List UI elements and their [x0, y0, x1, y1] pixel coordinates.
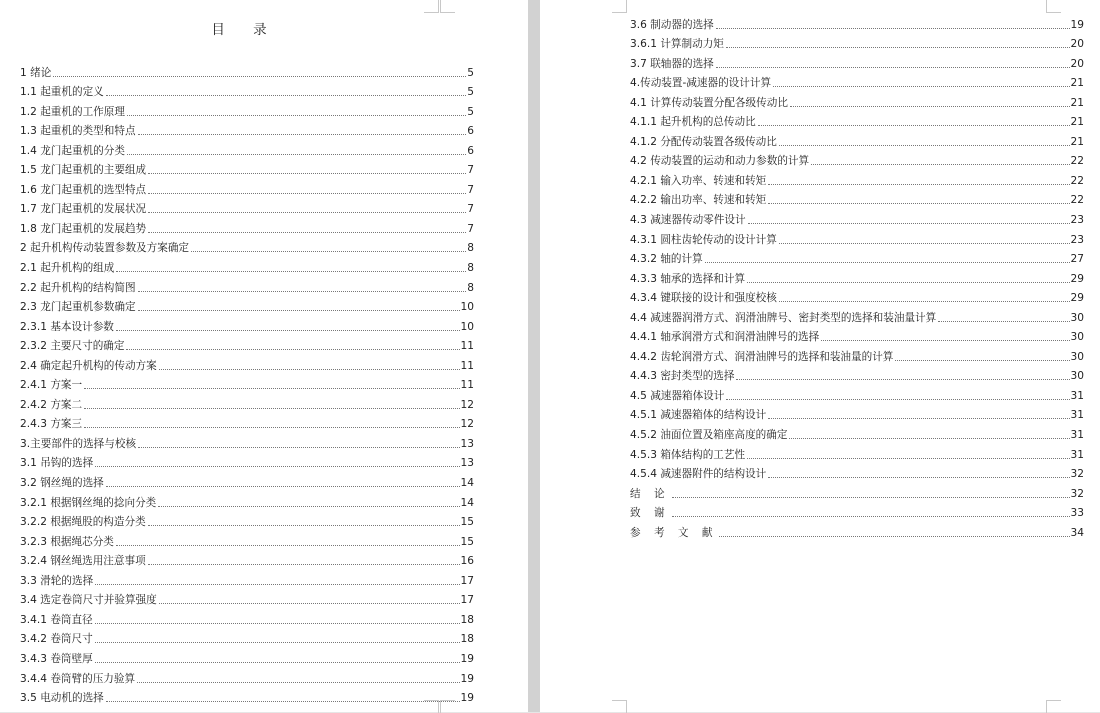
toc-page-number: 22 [1070, 194, 1084, 207]
toc-page-number: 12 [460, 398, 474, 411]
toc-dot-leader [768, 476, 1069, 478]
toc-dot-leader [726, 398, 1069, 400]
toc-entry[interactable] [630, 167, 1084, 187]
toc-entry-title: 1.8 龙门起重机的发展趋势 [20, 222, 147, 235]
toc-dot-leader [106, 485, 460, 487]
toc-entry[interactable] [630, 206, 1084, 226]
toc-dot-leader [148, 172, 466, 174]
toc-entry[interactable] [20, 567, 474, 587]
toc-dot-leader [127, 153, 466, 155]
toc-dot-leader [191, 250, 466, 252]
toc-entry[interactable] [20, 528, 474, 548]
toc-page-number: 31 [1070, 409, 1084, 422]
toc-page-number: 19 [1070, 18, 1084, 31]
toc-dot-leader [779, 144, 1070, 146]
toc-entry[interactable] [630, 31, 1084, 51]
toc-page-number: 8 [467, 281, 474, 294]
toc-entry[interactable] [630, 421, 1084, 441]
toc-entry-title: 4.4.2 齿轮润滑方式、润滑油牌号的选择和装油量的计算 [630, 350, 894, 363]
toc-entry-title: 3.6.1 计算制动力矩 [630, 38, 724, 51]
toc-dot-leader [821, 339, 1069, 341]
toc-dot-leader [138, 309, 460, 311]
toc-entry[interactable] [20, 157, 474, 177]
toc-entry[interactable] [630, 500, 1084, 520]
toc-entry-title: 3.4.3 卷筒壁厚 [20, 652, 93, 665]
toc-page-number: 7 [467, 164, 474, 177]
toc-dot-leader [148, 211, 466, 213]
toc-entry-title: 1.5 龙门起重机的主要组成 [20, 164, 147, 177]
toc-entry-title: 4.2.1 输入功率、转速和转矩 [630, 174, 767, 187]
toc-entry-title: 4.3.2 轴的计算 [630, 253, 703, 266]
toc-entry-title: 4.5.1 减速器箱体的结构设计 [630, 409, 767, 422]
toc-page-number: 20 [1070, 38, 1084, 51]
toc-page-number: 17 [460, 594, 474, 607]
toc-dot-leader [716, 27, 1070, 29]
toc-entry[interactable] [630, 285, 1084, 305]
toc-entry[interactable] [630, 148, 1084, 168]
toc-page-number: 19 [460, 672, 474, 685]
toc-entry-title: 3.6 制动器的选择 [630, 18, 714, 31]
toc-dot-leader [736, 378, 1069, 380]
toc-page-number: 22 [1070, 174, 1084, 187]
toc-entry[interactable] [20, 59, 474, 79]
toc-entry[interactable] [20, 333, 474, 353]
toc-entry-title: 2.3 龙门起重机参数确定 [20, 301, 136, 314]
toc-dot-leader [726, 46, 1070, 48]
toc-page-number: 14 [460, 477, 474, 490]
toc-entry[interactable] [630, 519, 1084, 539]
toc-entry-title: 4.3.4 键联接的设计和强度校核 [630, 292, 777, 305]
toc-page-number: 20 [1070, 57, 1084, 70]
toc-entry-title: 2.4 确定起升机构的传动方案 [20, 359, 157, 372]
toc-dot-leader [127, 114, 466, 116]
toc-dot-leader [779, 300, 1070, 302]
toc-dot-leader [138, 446, 459, 448]
toc-entry[interactable] [630, 265, 1084, 285]
toc-page-number: 31 [1070, 389, 1084, 402]
toc-dot-leader [106, 700, 460, 702]
toc-page-number: 29 [1070, 272, 1084, 285]
toc-entry-title: 4.传动装置-减速器的设计计算 [630, 77, 772, 90]
toc-dot-leader [84, 407, 459, 409]
toc-page-number: 22 [1070, 155, 1084, 168]
toc-entry-title: 1.7 龙门起重机的发展状况 [20, 203, 147, 216]
toc-entry-title: 2.4.2 方案二 [20, 398, 83, 411]
toc-page-number: 7 [467, 203, 474, 216]
toc-dot-leader [895, 359, 1069, 361]
toc-dot-leader [747, 281, 1069, 283]
toc-page-number: 19 [460, 692, 474, 705]
toc-entry[interactable] [20, 665, 474, 685]
toc-entry[interactable] [20, 313, 474, 333]
toc-entry-title: 3.4.1 卷筒直径 [20, 613, 93, 626]
toc-page-number: 32 [1070, 487, 1084, 500]
toc-entry-title: 2.3.2 主要尺寸的确定 [20, 340, 125, 353]
toc-page-number: 19 [460, 652, 474, 665]
toc-entry[interactable] [630, 402, 1084, 422]
toc-entry-title: 1.1 起重机的定义 [20, 86, 104, 99]
toc-entry[interactable] [630, 480, 1084, 500]
toc-dot-leader [159, 368, 460, 370]
toc-page-number: 5 [467, 86, 474, 99]
toc-entry-title: 4.3.1 圆柱齿轮传动的设计计算 [630, 233, 777, 246]
toc-page-number: 30 [1070, 370, 1084, 383]
toc-dot-leader [148, 192, 466, 194]
toc-entry-title: 2.4.1 方案一 [20, 379, 83, 392]
toc-page-number: 30 [1070, 350, 1084, 363]
toc-entry-title: 1.6 龙门起重机的选型特点 [20, 183, 147, 196]
crop-mark [424, 0, 439, 13]
toc-entry[interactable] [630, 226, 1084, 246]
crop-mark [440, 0, 455, 13]
toc-page-number: 15 [460, 516, 474, 529]
toc-dot-leader [159, 602, 460, 604]
toc-entry-title: 3.4.4 卷筒臂的压力验算 [20, 672, 136, 685]
toc-entry[interactable] [630, 128, 1084, 148]
toc-page-number: 5 [467, 66, 474, 79]
toc-page-number: 17 [460, 574, 474, 587]
toc-dot-leader [811, 163, 1069, 165]
toc-dot-leader [95, 622, 460, 624]
toc-entry-title: 3.2.4 钢丝绳选用注意事项 [20, 555, 146, 568]
toc-entry-title: 2.4.3 方案三 [20, 418, 83, 431]
toc-entry[interactable] [20, 391, 474, 411]
toc-entry-title: 4.4.1 轴承润滑方式和润滑油牌号的选择 [630, 331, 820, 344]
toc-dot-leader [84, 387, 459, 389]
toc-dot-leader [789, 437, 1069, 439]
toc-entry-title: 4.2 传动装置的运动和动力参数的计算 [630, 155, 810, 168]
toc-entry-title: 2 起升机构传动装置参数及方案确定 [20, 242, 190, 255]
toc-entry[interactable] [630, 70, 1084, 90]
toc-entry[interactable] [20, 372, 474, 392]
page-gutter [528, 0, 540, 712]
toc-dot-leader [719, 535, 1069, 537]
toc-page-number: 21 [1070, 135, 1084, 148]
toc-dot-leader [158, 505, 459, 507]
toc-entry-title: 4.5 减速器箱体设计 [630, 389, 725, 402]
toc-entry[interactable] [630, 343, 1084, 363]
toc-entry[interactable] [20, 411, 474, 431]
toc-entry[interactable] [630, 324, 1084, 344]
toc-entry[interactable] [20, 137, 474, 157]
toc-entry[interactable] [630, 304, 1084, 324]
toc-dot-leader [758, 124, 1070, 126]
toc-entry-title: 4.4.3 密封类型的选择 [630, 370, 735, 383]
toc-entry-title: 结 论 [630, 487, 670, 500]
toc-dot-leader [95, 661, 460, 663]
toc-entry[interactable] [20, 176, 474, 196]
toc-dot-leader [790, 105, 1070, 107]
toc-dot-leader [84, 426, 459, 428]
toc-page-number: 11 [460, 359, 474, 372]
toc-page-number: 27 [1070, 253, 1084, 266]
toc-entry-title: 3.1 吊钩的选择 [20, 457, 94, 470]
toc-entry[interactable] [630, 363, 1084, 383]
toc-entry[interactable] [630, 382, 1084, 402]
toc-entry[interactable] [20, 254, 474, 274]
toc-dot-leader [938, 320, 1069, 322]
toc-entry[interactable] [20, 469, 474, 489]
toc-page-number: 10 [460, 301, 474, 314]
toc-page-number: 8 [467, 242, 474, 255]
toc-entry-title: 4.2.2 输出功率、转速和转矩 [630, 194, 767, 207]
crop-mark [1046, 700, 1061, 713]
toc-dot-leader [138, 133, 467, 135]
toc-entry[interactable] [20, 509, 474, 529]
toc-entry-title: 3.2.3 根据绳芯分类 [20, 535, 114, 548]
toc-entry[interactable] [630, 50, 1084, 70]
toc-page-number: 14 [460, 496, 474, 509]
toc-page-number: 30 [1070, 331, 1084, 344]
toc-entry-title: 4.5.4 减速器附件的结构设计 [630, 468, 767, 481]
toc-dot-leader [95, 641, 460, 643]
toc-page-number: 11 [460, 379, 474, 392]
toc-entry[interactable] [20, 196, 474, 216]
toc-entry[interactable] [630, 109, 1084, 129]
toc-dot-leader [95, 465, 459, 467]
toc-dot-leader [748, 222, 1070, 224]
crop-mark [612, 0, 627, 13]
toc-page-number: 31 [1070, 448, 1084, 461]
toc-entry[interactable] [630, 89, 1084, 109]
toc-dot-leader [116, 329, 460, 331]
toc-dot-leader [705, 261, 1070, 263]
toc-dot-leader [106, 94, 466, 96]
toc-entry-title: 4.1.2 分配传动装置各级传动比 [630, 135, 777, 148]
toc-dot-leader [95, 583, 459, 585]
toc-entry-title: 1.4 龙门起重机的分类 [20, 144, 125, 157]
toc-page-number: 33 [1070, 507, 1084, 520]
toc-entry-title: 1.3 起重机的类型和特点 [20, 125, 136, 138]
toc-entry-title: 3.2 钢丝绳的选择 [20, 477, 104, 490]
toc-title: 目 录 [211, 22, 279, 38]
toc-page-number: 8 [467, 262, 474, 275]
toc-entry[interactable] [20, 548, 474, 568]
toc-dot-leader [773, 85, 1069, 87]
toc-entry-title: 2.2 起升机构的结构简图 [20, 281, 136, 294]
toc-entry[interactable] [20, 626, 474, 646]
toc-entry-title: 3.4.2 卷筒尺寸 [20, 633, 93, 646]
toc-dot-leader [148, 563, 460, 565]
toc-page-number: 23 [1070, 214, 1084, 227]
toc-entry[interactable] [20, 118, 474, 138]
toc-entry-title: 1.2 起重机的工作原理 [20, 105, 125, 118]
toc-page-number: 6 [467, 125, 474, 138]
toc-entry-title: 3.4 选定卷筒尺寸并验算强度 [20, 594, 157, 607]
toc-page-number: 12 [460, 418, 474, 431]
toc-page-number: 7 [467, 222, 474, 235]
toc-entry-title: 4.4 减速器润滑方式、润滑油牌号、密封类型的选择和装油量计算 [630, 311, 937, 324]
toc-dot-leader [768, 417, 1069, 419]
toc-page-number: 21 [1070, 77, 1084, 90]
toc-page-number: 18 [460, 633, 474, 646]
crop-mark [612, 700, 627, 713]
toc-dot-leader [768, 183, 1069, 185]
toc-page-number: 34 [1070, 526, 1084, 539]
toc-dot-leader [137, 681, 459, 683]
toc-dot-leader [116, 270, 466, 272]
document-page-right [540, 0, 1100, 712]
toc-entry-title: 3.3 滑轮的选择 [20, 574, 94, 587]
toc-entry[interactable] [20, 98, 474, 118]
toc-entry-title: 4.5.2 油面位置及箱座高度的确定 [630, 429, 788, 442]
toc-page-number: 21 [1070, 96, 1084, 109]
toc-dot-leader [116, 544, 460, 546]
toc-dot-leader [126, 348, 459, 350]
toc-page-number: 18 [460, 613, 474, 626]
toc-page-number: 13 [460, 437, 474, 450]
toc-dot-leader [672, 496, 1070, 498]
toc-entry-title: 3.主要部件的选择与校核 [20, 437, 137, 450]
toc-entry-title: 3.2.1 根据钢丝绳的捻向分类 [20, 496, 157, 509]
toc-entry-title: 4.5.3 箱体结构的工艺性 [630, 448, 746, 461]
toc-entry[interactable] [20, 215, 474, 235]
toc-dot-leader [148, 231, 466, 233]
toc-page-number: 15 [460, 535, 474, 548]
toc-page-number: 10 [460, 320, 474, 333]
toc-page-number: 21 [1070, 116, 1084, 129]
toc-page-number: 7 [467, 183, 474, 196]
toc-entry-title: 3.5 电动机的选择 [20, 692, 104, 705]
toc-entry[interactable] [20, 352, 474, 372]
toc-page-number: 13 [460, 457, 474, 470]
toc-page-number: 5 [467, 105, 474, 118]
toc-entry[interactable] [630, 187, 1084, 207]
toc-list-left [20, 59, 474, 704]
toc-entry-title: 4.1.1 起升机构的总传动比 [630, 116, 756, 129]
toc-entry[interactable] [20, 606, 474, 626]
toc-page-number: 11 [460, 340, 474, 353]
toc-page-number: 30 [1070, 311, 1084, 324]
toc-list-right [630, 11, 1084, 539]
toc-entry-title: 4.1 计算传动装置分配各级传动比 [630, 96, 788, 109]
toc-entry-title: 2.1 起升机构的组成 [20, 262, 115, 275]
toc-entry-title: 4.3 减速器传动零件设计 [630, 214, 746, 227]
toc-dot-leader [716, 66, 1070, 68]
toc-entry[interactable] [630, 441, 1084, 461]
toc-entry[interactable] [630, 11, 1084, 31]
toc-entry-title: 参 考 文 献 [630, 526, 718, 539]
toc-dot-leader [768, 202, 1069, 204]
toc-entry[interactable] [20, 450, 474, 470]
toc-entry[interactable] [630, 461, 1084, 481]
toc-entry[interactable] [20, 430, 474, 450]
toc-entry[interactable] [20, 79, 474, 99]
toc-entry-title: 4.3.3 轴承的选择和计算 [630, 272, 746, 285]
toc-page-number: 6 [467, 144, 474, 157]
toc-dot-leader [779, 242, 1070, 244]
toc-entry[interactable] [20, 294, 474, 314]
toc-entry-title: 2.3.1 基本设计参数 [20, 320, 114, 333]
toc-entry[interactable] [20, 489, 474, 509]
toc-entry-title: 3.7 联轴器的选择 [630, 57, 714, 70]
document-page-left [0, 0, 528, 712]
toc-page-number: 31 [1070, 429, 1084, 442]
toc-entry-title: 1 绪论 [20, 66, 52, 79]
toc-entry[interactable] [20, 645, 474, 665]
toc-page-number: 23 [1070, 233, 1084, 246]
toc-entry[interactable] [630, 246, 1084, 266]
toc-page-number: 16 [460, 555, 474, 568]
toc-page-number: 29 [1070, 292, 1084, 305]
toc-entry[interactable] [20, 235, 474, 255]
toc-entry[interactable] [20, 274, 474, 294]
toc-dot-leader [148, 524, 460, 526]
toc-entry[interactable] [20, 685, 474, 705]
toc-entry-title: 3.2.2 根据绳股的构造分类 [20, 516, 146, 529]
toc-dot-leader [747, 457, 1069, 459]
toc-page-number: 32 [1070, 468, 1084, 481]
toc-entry-title: 致 谢 [630, 507, 670, 520]
toc-dot-leader [672, 515, 1070, 517]
toc-dot-leader [53, 75, 466, 77]
toc-entry[interactable] [20, 587, 474, 607]
toc-dot-leader [138, 290, 467, 292]
